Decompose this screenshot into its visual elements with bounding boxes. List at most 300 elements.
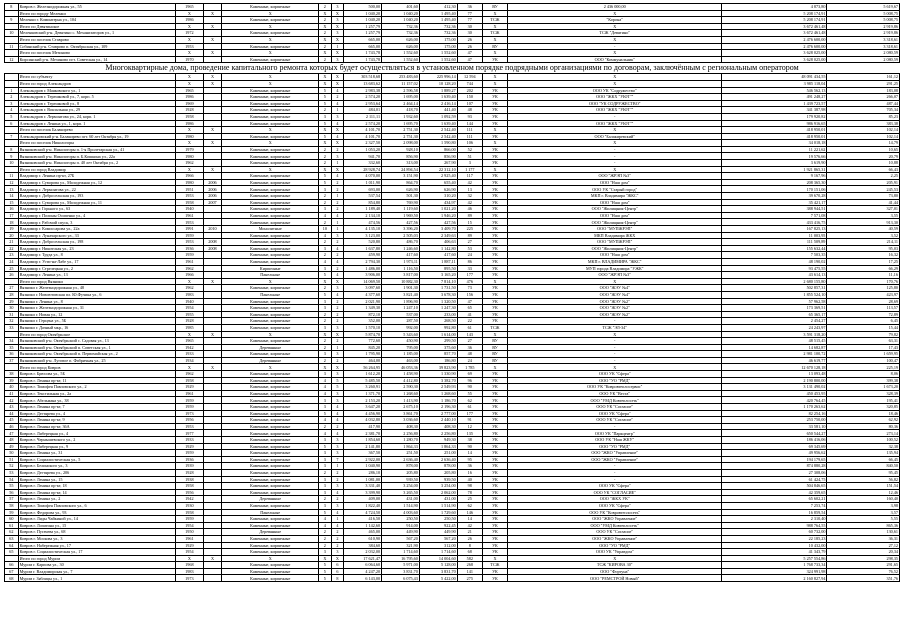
cell-repair-year [203, 173, 222, 180]
cell-cost-per-m2: 6,45 [827, 318, 900, 325]
cell-living-area: 2 256,80 [382, 430, 420, 437]
cell-cost-per-m2: 214,11 [827, 239, 900, 246]
table-row [5, 311, 900, 318]
table-row [5, 291, 900, 298]
cell-total-area: 1 040,20 [344, 17, 382, 24]
cell-address: Ковров г. Ленина пр-кт, 7 [18, 404, 176, 411]
cell-residents: 26 [457, 535, 482, 542]
cell-residents: 61 [457, 404, 482, 411]
cell-floors: X [319, 127, 332, 134]
cell-management-org: - [508, 463, 722, 470]
cell-residents: 22 [457, 318, 482, 325]
cell-owned-area: 1 247,30 [419, 305, 457, 312]
cell-total-area: 772,60 [344, 338, 382, 345]
cell-owned-area: 3 254,00 [419, 483, 457, 490]
cell-management-type: X [482, 74, 507, 81]
cell-total-area: 1 040,20 [344, 10, 382, 17]
cell-management-org: ООО "МУПЖРЭП" [508, 239, 722, 246]
cell-build-year: 1959 [176, 232, 203, 239]
cell-floors: 3 [319, 206, 332, 213]
cell-cost-per-m2: 15,44 [827, 324, 900, 331]
total-row [5, 140, 900, 147]
table-row [5, 371, 900, 378]
cell-address: Ковров г. Дегтярева ул., 206 [18, 469, 176, 476]
cell-repair-year [203, 107, 222, 114]
cell-owned-area: 7 814,10 [419, 278, 457, 285]
cell-build-year: 1953 [176, 193, 203, 200]
cell-entrances: 2 [331, 146, 344, 153]
cell-repair-year [203, 206, 222, 213]
cell-management-type: УК [482, 443, 507, 450]
cell-repair-year [203, 357, 222, 364]
cell-management-org: - [508, 318, 722, 325]
cell-address: Вязниковский р-н. Луговое п. Фабричная ул., 25 [18, 357, 176, 364]
cell-management-type: УК [482, 535, 507, 542]
cell-wall-material: Деревянные [222, 529, 319, 536]
cell-management-type: ТСЖ [482, 30, 507, 37]
cell-management-type: X [482, 36, 507, 43]
cell-row-number: 66 [5, 562, 19, 569]
cell-living-area: 1 969,50 [382, 212, 420, 219]
cell-floors: X [319, 364, 332, 371]
cell-management-type: X [482, 140, 507, 147]
cell-entrances: 1 [331, 463, 344, 470]
cell-build-year: 1958 [176, 199, 203, 206]
cell-repair-year: X [203, 555, 222, 562]
cell-repair-year [203, 483, 222, 490]
cell-wall-material: Каменные, кирпичные [222, 390, 319, 397]
cell-wall-material: Каменные, кирпичные [222, 443, 319, 450]
cell-wall-material: Каменные, кирпичные [222, 476, 319, 483]
cell-residents: 3 [457, 160, 482, 167]
cell-repair-cost: 1 439 723,57 [722, 100, 827, 107]
table-row [5, 456, 900, 463]
cell-build-year: 1980 [176, 153, 203, 160]
cell-cost-per-m2: 27,12 [827, 542, 900, 549]
cell-floors: X [319, 50, 332, 57]
cell-repair-year [203, 232, 222, 239]
table-row [5, 509, 900, 516]
cell-residents: 275 [457, 575, 482, 582]
cell-wall-material: Каменные, кирпичные [222, 324, 319, 331]
cell-management-type: УК [482, 469, 507, 476]
cell-address: Итого по поселок Никологоры [18, 140, 176, 147]
cell-management-type: ВУ [482, 4, 507, 11]
cell-floors: 2 [319, 535, 332, 542]
cell-management-org: ООО УК "Сфера" [508, 483, 722, 490]
cell-management-type: УК [482, 206, 507, 213]
cell-repair-cost: 194 179,65 [722, 456, 827, 463]
cell-repair-year [203, 305, 222, 312]
cell-row-number: 30 [5, 305, 19, 312]
cell-row-number: 25 [5, 265, 19, 272]
cell-total-area: 28 928,74 [344, 166, 382, 173]
cell-cost-per-m2: 102,14 [827, 127, 900, 134]
cell-row-number [5, 36, 19, 43]
cell-wall-material: Каменные, кирпичные [222, 516, 319, 523]
cell-build-year: X [176, 278, 203, 285]
cell-owned-area: 992,80 [419, 324, 457, 331]
table-row [5, 575, 900, 582]
cell-address: Меленковский р-н. Девятино с. Механизаторов ул., 1 [18, 30, 176, 37]
cell-entrances: 6 [331, 568, 344, 575]
cell-management-org: ООО "Наш дом" [508, 252, 722, 259]
cell-total-area: 13 683,62 [344, 80, 382, 87]
cell-repair-year [203, 285, 222, 292]
cell-floors: 5 [319, 509, 332, 516]
cell-build-year: X [176, 140, 203, 147]
cell-address: Владимир г. Добросельская ул., 193 [18, 193, 176, 200]
cell-management-type: УК [482, 311, 507, 318]
cell-repair-year [203, 324, 222, 331]
cell-build-year: 1962 [176, 371, 203, 378]
cell-wall-material: Каменные, кирпичные [222, 186, 319, 193]
cell-total-area: 4 247,20 [344, 568, 382, 575]
cell-management-type: УК [482, 219, 507, 226]
cell-wall-material: Каменные, кирпичные [222, 113, 319, 120]
cell-cost-per-m2: 2,25 [827, 173, 900, 180]
cell-row-number: 26 [5, 272, 19, 279]
cell-repair-cost: 39 670,28 [722, 193, 827, 200]
cell-cost-per-m2: 298,35 [827, 555, 900, 562]
cell-owned-area: 233,00 [419, 311, 457, 318]
table-row [5, 357, 900, 364]
cell-address: Вязники г. Железнодорожная ул., 48 [18, 285, 176, 292]
cell-management-org: МУП города Владимира "УЖК" [508, 265, 722, 272]
cell-residents: 46 [457, 206, 482, 213]
cell-cost-per-m2: 170,76 [827, 278, 900, 285]
cell-owned-area: 1 946,20 [419, 212, 457, 219]
table-row [5, 272, 900, 279]
cell-residents: 744 [457, 80, 482, 87]
cell-residents: 26 [457, 43, 482, 50]
cell-management-type: УК [482, 410, 507, 417]
cell-row-number [5, 364, 19, 371]
cell-total-area: 1 743,78 [344, 50, 382, 57]
table-row [5, 239, 900, 246]
cell-build-year: 1954 [176, 549, 203, 556]
cell-owned-area: 2 777,00 [419, 410, 457, 417]
cell-repair-cost: 208 365,30 [722, 179, 827, 186]
cell-address: Владимир г. Суворова ул., Молодежная ул., 12 [18, 179, 176, 186]
cell-residents: 42 [457, 522, 482, 529]
cell-living-area: 449,90 [382, 529, 420, 536]
cell-cost-per-m2: 3,52 [827, 232, 900, 239]
cell-residents: 90 [457, 384, 482, 391]
cell-repair-cost: 155 632,44 [722, 245, 827, 252]
cell-cost-per-m2: 151,54 [827, 483, 900, 490]
cell-floors: 3 [319, 476, 332, 483]
cell-entrances: 4 [331, 509, 344, 516]
cell-total-area: 367,50 [344, 450, 382, 457]
cell-build-year: 1991 [176, 226, 203, 233]
cell-management-org: ТСЖ "Девятино" [508, 30, 722, 37]
total-row [5, 166, 900, 173]
cell-repair-cost: 2 310,40 [722, 516, 827, 523]
cell-management-org: - [508, 113, 722, 120]
cell-living-area: 24 894,54 [382, 166, 420, 173]
cell-total-area: 4 101,70 [344, 133, 382, 140]
cell-living-area: 1 552,60 [382, 50, 420, 57]
cell-residents: 47 [457, 298, 482, 305]
cell-repair-year: X [203, 127, 222, 134]
cell-management-type: ВУ [482, 351, 507, 358]
table-main-body [5, 74, 900, 582]
cell-floors: 2 [319, 357, 332, 364]
cell-management-org: ООО УК "Наш ЖКУ" [508, 437, 722, 444]
cell-wall-material: Каменные, кирпичные [222, 173, 319, 180]
cell-build-year: X [176, 331, 203, 338]
cell-owned-area: 2 196,30 [419, 404, 457, 411]
cell-management-type: УК [482, 516, 507, 523]
cell-wall-material: Каменные, кирпичные [222, 87, 319, 94]
cell-owned-area: 1 729,60 [419, 509, 457, 516]
cell-cost-per-m2: 11,16 [827, 272, 900, 279]
cell-repair-year [203, 390, 222, 397]
cell-residents: 582 [457, 555, 482, 562]
cell-residents: 36 [457, 4, 482, 11]
cell-repair-cost: 93 475,55 [722, 265, 827, 272]
cell-build-year: 1961 [176, 258, 203, 265]
cell-entrances: 4 [331, 272, 344, 279]
cell-build-year: 1973 [176, 410, 203, 417]
cell-residents: 68 [457, 549, 482, 556]
cell-management-org: ООО УК "Ковровтеплосеть" [508, 509, 722, 516]
cell-management-type: X [482, 80, 507, 87]
cell-wall-material: X [222, 364, 319, 371]
cell-address: Ковров г. Тимофея Павловского ул., 2 [18, 384, 176, 391]
cell-repair-year [203, 94, 222, 101]
cell-management-type: УК [482, 107, 507, 114]
cell-repair-cost: 504 846,65 [722, 483, 827, 490]
cell-owned-area: 2 542,40 [419, 133, 457, 140]
cell-management-type: УК [482, 100, 507, 107]
cell-wall-material: Каменные, кирпичные [222, 94, 319, 101]
cell-floors: 5 [319, 87, 332, 94]
cell-residents: 177 [457, 272, 482, 279]
cell-residents: 96 [457, 377, 482, 384]
cell-repair-year [203, 437, 222, 444]
cell-repair-year [203, 456, 222, 463]
cell-entrances: 3 [331, 437, 344, 444]
cell-repair-year [203, 43, 222, 50]
cell-row-number: 22 [5, 245, 19, 252]
cell-cost-per-m2: 20,34 [827, 549, 900, 556]
cell-row-number: 39 [5, 377, 19, 384]
cell-repair-year [203, 417, 222, 424]
cell-total-area: 4 070,00 [344, 173, 382, 180]
cell-row-number: 56 [5, 489, 19, 496]
cell-row-number: 10 [5, 30, 19, 37]
cell-management-type: УК [482, 502, 507, 509]
cell-address: Ковров г. Ленина пр-кт, 9 [18, 417, 176, 424]
cell-living-area: 856,90 [382, 153, 420, 160]
cell-total-area: 352,00 [344, 318, 382, 325]
cell-repair-year [203, 410, 222, 417]
cell-owned-area: 866,00 [419, 146, 457, 153]
table-row [5, 351, 900, 358]
cell-total-area: 3 097,60 [344, 285, 382, 292]
cell-management-org: ООО "РЕМСТРОЙ Новый" [508, 575, 722, 582]
cell-entrances: 2 [331, 265, 344, 272]
cell-owned-area: 186,80 [419, 357, 457, 364]
table-row [5, 4, 900, 11]
cell-build-year: 1983 [176, 291, 203, 298]
cell-management-type: X [482, 127, 507, 134]
cell-address: Ковров г. Ленина пр-кт, 14 [18, 489, 176, 496]
cell-wall-material: Каменные, кирпичные [222, 430, 319, 437]
cell-living-area: 1 896,90 [382, 298, 420, 305]
cell-build-year: 1953 [176, 239, 203, 246]
cell-owned-area: 251,00 [419, 450, 457, 457]
cell-row-number: 19 [5, 226, 19, 233]
cell-floors: 2 [319, 542, 332, 549]
cell-repair-cost: 418 950,01 [722, 127, 827, 134]
cell-wall-material: Каменные, кирпичные [222, 522, 319, 529]
cell-owned-area: 2 925,40 [419, 173, 457, 180]
cell-repair-year: 2006 [203, 193, 222, 200]
cell-residents: 111 [457, 133, 482, 140]
cell-owned-area: 1 552,60 [419, 50, 457, 57]
cell-cost-per-m2: 17,25 [827, 258, 900, 265]
cell-cost-per-m2: 62,92 [827, 417, 900, 424]
cell-owned-area: 1 495,40 [419, 17, 457, 24]
cell-total-area: 665,00 [344, 43, 382, 50]
cell-cost-per-m2: 72,89 [827, 311, 900, 318]
cell-cost-per-m2: 125,80 [827, 285, 900, 292]
cell-address: Ковров г. Дегтярева ул., 4 [18, 410, 176, 417]
cell-management-org: ООО УК "Старый город" [508, 186, 722, 193]
cell-entrances: 4 [331, 120, 344, 127]
cell-entrances: 3 [331, 153, 344, 160]
cell-wall-material: Каменные, кирпичные [222, 351, 319, 358]
table-row [5, 410, 900, 417]
cell-owned-area: 375,60 [419, 344, 457, 351]
cell-management-type: УК [482, 87, 507, 94]
cell-owned-area: 14 004,60 [419, 555, 457, 562]
cell-management-org: X [508, 278, 722, 285]
table-row [5, 305, 900, 312]
spreadsheet-sheet [4, 3, 900, 582]
cell-wall-material: Каменные, кирпичные [222, 535, 319, 542]
cell-floors: 3 [319, 245, 332, 252]
cell-residents: 12 594 [457, 74, 482, 81]
cell-cost-per-m2: 195,41 [827, 397, 900, 404]
cell-cost-per-m2: 2 080,59 [827, 56, 900, 63]
cell-repair-year [203, 516, 222, 523]
cell-management-type: УК [482, 437, 507, 444]
cell-cost-per-m2: 63,31 [827, 338, 900, 345]
cell-row-number: 59 [5, 509, 19, 516]
cell-management-type: ТСЖ [482, 562, 507, 569]
table-row [5, 463, 900, 470]
cell-row-number: 52 [5, 463, 19, 470]
cell-management-type: УК [482, 239, 507, 246]
cell-entrances: 4 [331, 489, 344, 496]
cell-living-area: 939,50 [382, 476, 420, 483]
cell-build-year: 1928 [176, 318, 203, 325]
cell-floors: 3 [319, 371, 332, 378]
cell-repair-year [203, 489, 222, 496]
cell-living-area: 3 151,90 [382, 173, 420, 180]
table-row [5, 318, 900, 325]
cell-address: Ковров г. Брюсова ул., 5Б [18, 371, 176, 378]
cell-repair-cost: 27 308,06 [722, 469, 827, 476]
cell-floors: 3 [319, 186, 332, 193]
cell-residents: 144 [457, 120, 482, 127]
cell-owned-area: 434,97 [419, 199, 457, 206]
table-top [4, 3, 900, 63]
cell-total-area: 474,56 [344, 219, 382, 226]
cell-total-area: 2 153,20 [344, 397, 382, 404]
table-row [5, 516, 900, 523]
cell-total-area: 3 647,20 [344, 404, 382, 411]
cell-repair-year [203, 430, 222, 437]
cell-management-type: X [482, 23, 507, 30]
cell-wall-material: Каменные, кирпичные [222, 575, 319, 582]
cell-living-area: 417,60 [382, 252, 420, 259]
cell-total-area: 4 724,50 [344, 509, 382, 516]
cell-owned-area: 1 021,20 [419, 206, 457, 213]
cell-owned-area: 1 495,40 [419, 10, 457, 17]
cell-build-year: 1940 [176, 206, 203, 213]
cell-repair-year: 2010 [203, 226, 222, 233]
cell-wall-material: Каменные, кирпичные [222, 483, 319, 490]
cell-repair-year [203, 4, 222, 11]
cell-management-org: - [508, 476, 722, 483]
cell-cost-per-m2: 273,14 [827, 430, 900, 437]
cell-entrances: 2 [331, 423, 344, 430]
cell-living-area: 4 412,80 [382, 377, 420, 384]
cell-entrances: 1 [331, 344, 344, 351]
cell-repair-year: X [203, 278, 222, 285]
cell-management-type: УК [482, 509, 507, 516]
cell-repair-cost: 5 208 174,91 [722, 10, 827, 17]
cell-build-year: 1959 [176, 397, 203, 404]
cell-total-area: 2 953,64 [344, 100, 382, 107]
cell-total-area: 1 257,79 [344, 23, 382, 30]
cell-address: Владимир г. Суворова ул., Молодежная ул., 11 [18, 199, 176, 206]
cell-residents: 12 [457, 423, 482, 430]
cell-residents: 86 [457, 258, 482, 265]
cell-residents: 27 [457, 338, 482, 345]
cell-owned-area: 175,00 [419, 36, 457, 43]
cell-repair-cost: 433 416,75 [722, 219, 827, 226]
cell-address: Владимир г. Горького ул., 63 [18, 206, 176, 213]
cell-entrances: 3 [331, 324, 344, 331]
table-row [5, 245, 900, 252]
cell-residents: 25 [457, 496, 482, 503]
cell-cost-per-m2: 3,55 [827, 212, 900, 219]
cell-build-year: 1958 [176, 377, 203, 384]
cell-row-number: 7 [5, 133, 19, 140]
cell-repair-year: X [203, 10, 222, 17]
table-row [5, 430, 900, 437]
cell-wall-material: X [222, 10, 319, 17]
cell-management-type: УК [482, 265, 507, 272]
cell-row-number: 20 [5, 232, 19, 239]
cell-wall-material: Панельные [222, 272, 319, 279]
cell-management-org: 2 436 000,00 [508, 4, 722, 11]
cell-floors: 3 [319, 489, 332, 496]
table-row [5, 285, 900, 292]
cell-build-year: 1929 [176, 542, 203, 549]
cell-repair-year [203, 153, 222, 160]
cell-management-type: УК [482, 318, 507, 325]
cell-repair-cost: 173 369,51 [722, 305, 827, 312]
cell-total-area: 537,54 [344, 193, 382, 200]
cell-management-type: УК [482, 133, 507, 140]
